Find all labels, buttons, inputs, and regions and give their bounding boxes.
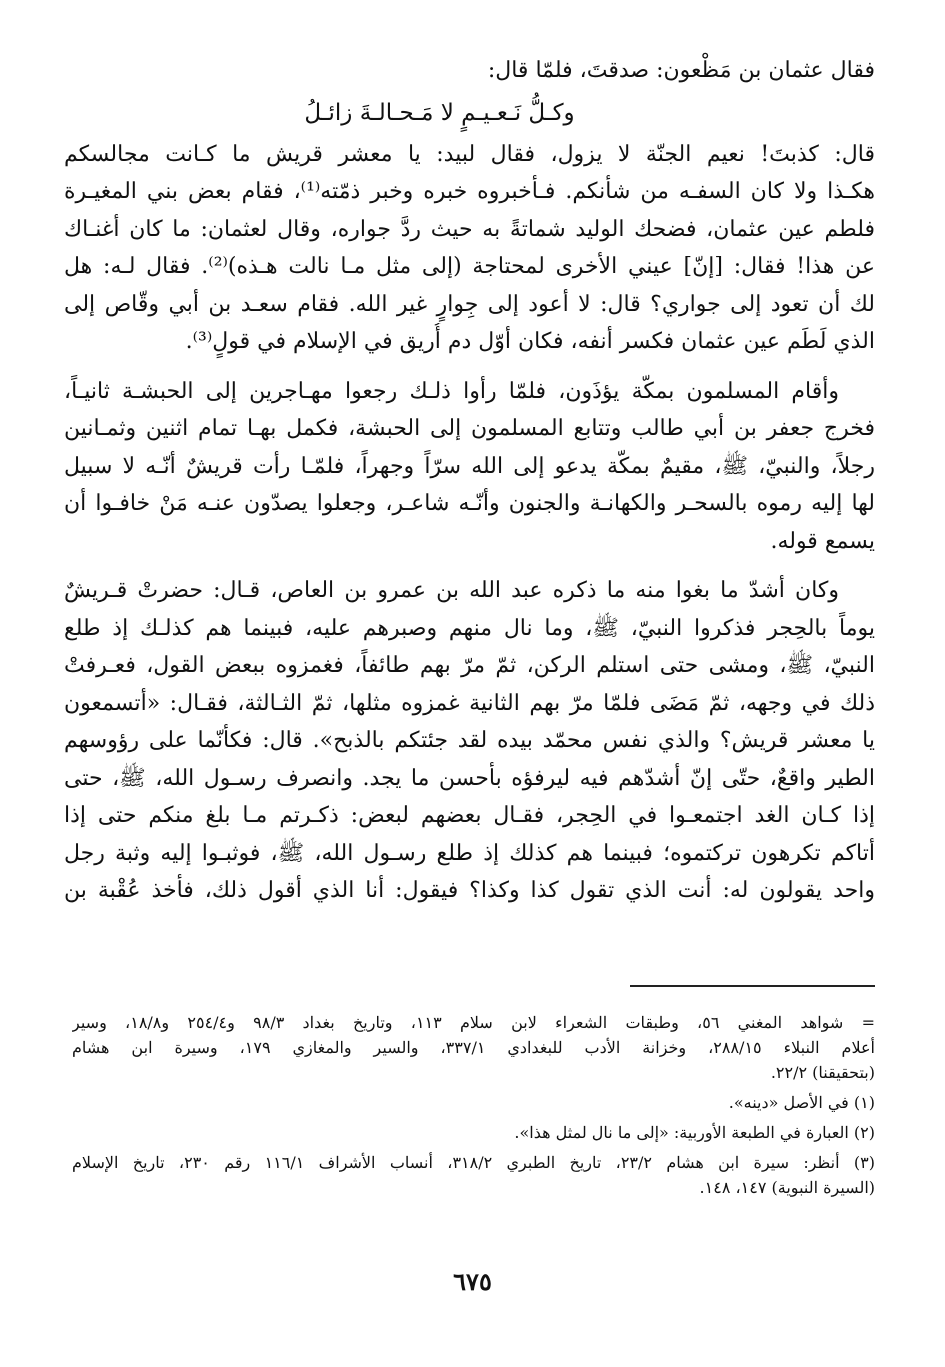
text-line: النبيّ، ﷺ، ومشى حتى استلم الركن، ثمّ مرّ بهم طائفاً، فغمزوه ببعض القول، فعـرفتْ (64, 653, 875, 678)
page-number: ٦٧٥ (453, 1267, 492, 1296)
text-line: الذي لَطَم عين عثمان فكسر أنفه، فكان أوّل دم أُريق في الإسلام في قولٍ⁽³⁾. (185, 329, 875, 354)
footnote-line: (١) في الأصل «دينه». (728, 1093, 875, 1112)
text-line: واحد يقولون له: أنت الذي تقول كذا وكذا؟ فيقول: أنا الذي أقول ذلك، فأخذ عُقْبة بن (64, 878, 875, 903)
footnote-line: (٢) العبارة في الطبعة الأوربية: «إلى ما نال لمثل هذا». (514, 1123, 875, 1142)
text-line: ذلك في وجهه، ثمّ مَضَى فلمّا مرّ بهم الثانية غمزوه مثلها، ثمّ الثـالثة، فقـال: «أتسمعون (64, 690, 875, 716)
text-line: يا معشر قريش؟ والذي نفس محمّد بيده لقد جئتكم بالذبح». قال: فكأنّما على رؤوسهم (64, 728, 875, 753)
footnote-divider (630, 985, 875, 987)
footnotes (72, 1010, 875, 1205)
text-line: وأقام المسلمون بمكّة يؤذَون، فلمّا رأوا ذلـك رجعوا مهـاجرين إلى الحبشـة ثانيـاً، (64, 378, 839, 404)
footnote-1 (72, 1090, 875, 1115)
text-line: لها إليه رموه بالسحـر والكهانـة والجنون وأنّـه شاعـر، وجعلوا يصدّون عنـه مَنْ خافـوا أن (64, 491, 875, 516)
text-line: فقال عثمان بن مَظْعون: صدقتَ، فلمّا قال: (487, 58, 875, 83)
footnote-line: (٣) أنظر: سيرة ابن هشام ٢٣/٢، تاريخ الطبري ٣١٨/٢، أنساب الأشراف ١١٦/١ رقم ٢٣٠، تاريخ الإسلام (72, 1153, 875, 1172)
footnote-3 (72, 1150, 875, 1200)
text-line: يوماً بالحِجر فذكروا النبيّ، ﷺ، وما نال منهم وصبرهم عليه، فبينما هم كذلـك إذ طلع (64, 615, 875, 641)
text-line: قال: كذبتَ! نعيم الجنّة لا يزول، فقال لبيد: يا معشر قريش ما كـانت مجالسكم (64, 141, 875, 167)
text-line: أتاكم تكرهون تركتموه؛ فبينما هم كذلك إذ طلع رسـول الله، ﷺ، فوثبـوا إليه وثبة رجل (64, 840, 875, 866)
text-line: إذا كـان الغد اجتمعـوا في الحِجر، فقـال بعضهم لبعض: ذكـرتم مـا بلغ منكم حتى إذا (64, 803, 875, 828)
text-line: عن هذا! فقال: [إنّ] عيني الأخرى لمحتاجة (إلى مثل مـا نالت هـذه)⁽²⁾. فقال لـه: هل (64, 254, 875, 279)
text-line: يسمع قوله. (770, 528, 875, 554)
text-line: فخرج جعفر بن أبي طالب وتتابع المسلمون إلى الحبشة، فكمل بهـا تمام اثنين وثمـانين (64, 416, 875, 441)
footnote-2 (72, 1120, 875, 1145)
footnote-line: أعلام النبلاء ٢٨٨/١٥، وخزانة الأدب للبغدادي ٣٣٧/١، والسير والمغازي ١٧٩، وسيرة ابن هشام (72, 1038, 875, 1057)
text-line: فلطم عين عثمان، فضحك الوليد شماتةً به حيث ردَّ جواره، وقال لعثمان: ما كان أغنـاك (64, 216, 875, 242)
footnote-line: = شواهد المغني ٥٦، وطبقات الشعراء لابن سلام ١١٣، وتاريخ بغداد ٩٨/٣ و٢٥٤/٤ و١٨/٨، وسير (72, 1013, 875, 1032)
footnote-continuation (72, 1010, 875, 1085)
footnote-line: (بتحقيقنا) ٢٢/٢. (770, 1063, 875, 1082)
footnote-line: (السيرة النبوية) ١٤٧، ١٤٨. (699, 1178, 875, 1197)
paragraph (64, 136, 875, 361)
paragraph (64, 373, 875, 561)
text-line: وكان أشدّ ما بغوا منه ما ذكره عبد الله بن عمرو بن العاص، قـال: حضرتْ قـريشٌ (64, 578, 839, 603)
paragraph (64, 572, 875, 910)
poetry-verse: وكـلُّ نَـعـيـمٍ لا مَـحـالـةَ زائـلُ (304, 99, 575, 126)
main-text (64, 52, 875, 910)
text-line: رجلاً، والنبيّ، ﷺ، مقيمٌ بمكّة يدعو إلى الله سرّاً وجهراً، فلمّـا رأت قريشٌ أنّـه لا سبيل (64, 453, 875, 479)
text-line: لك أن تعود إلى جواري؟ قال: لا أعود إلى جِوارٍ غير الله. فقام سعـد بن أبي وقّاص إلى (64, 291, 875, 317)
text-line: الطير واقعٌ، حتّى إنّ أشدّهم فيه ليرفؤه بأحسن ما يجد. وانصرف رسـول الله، ﷺ، حتى (64, 765, 875, 791)
text-line: هكـذا ولا كان السفـه من شأنكم. فـأخبروه خبره وخبر ذمّته⁽¹⁾، فقام بعض بني المغيـرة (64, 179, 875, 204)
